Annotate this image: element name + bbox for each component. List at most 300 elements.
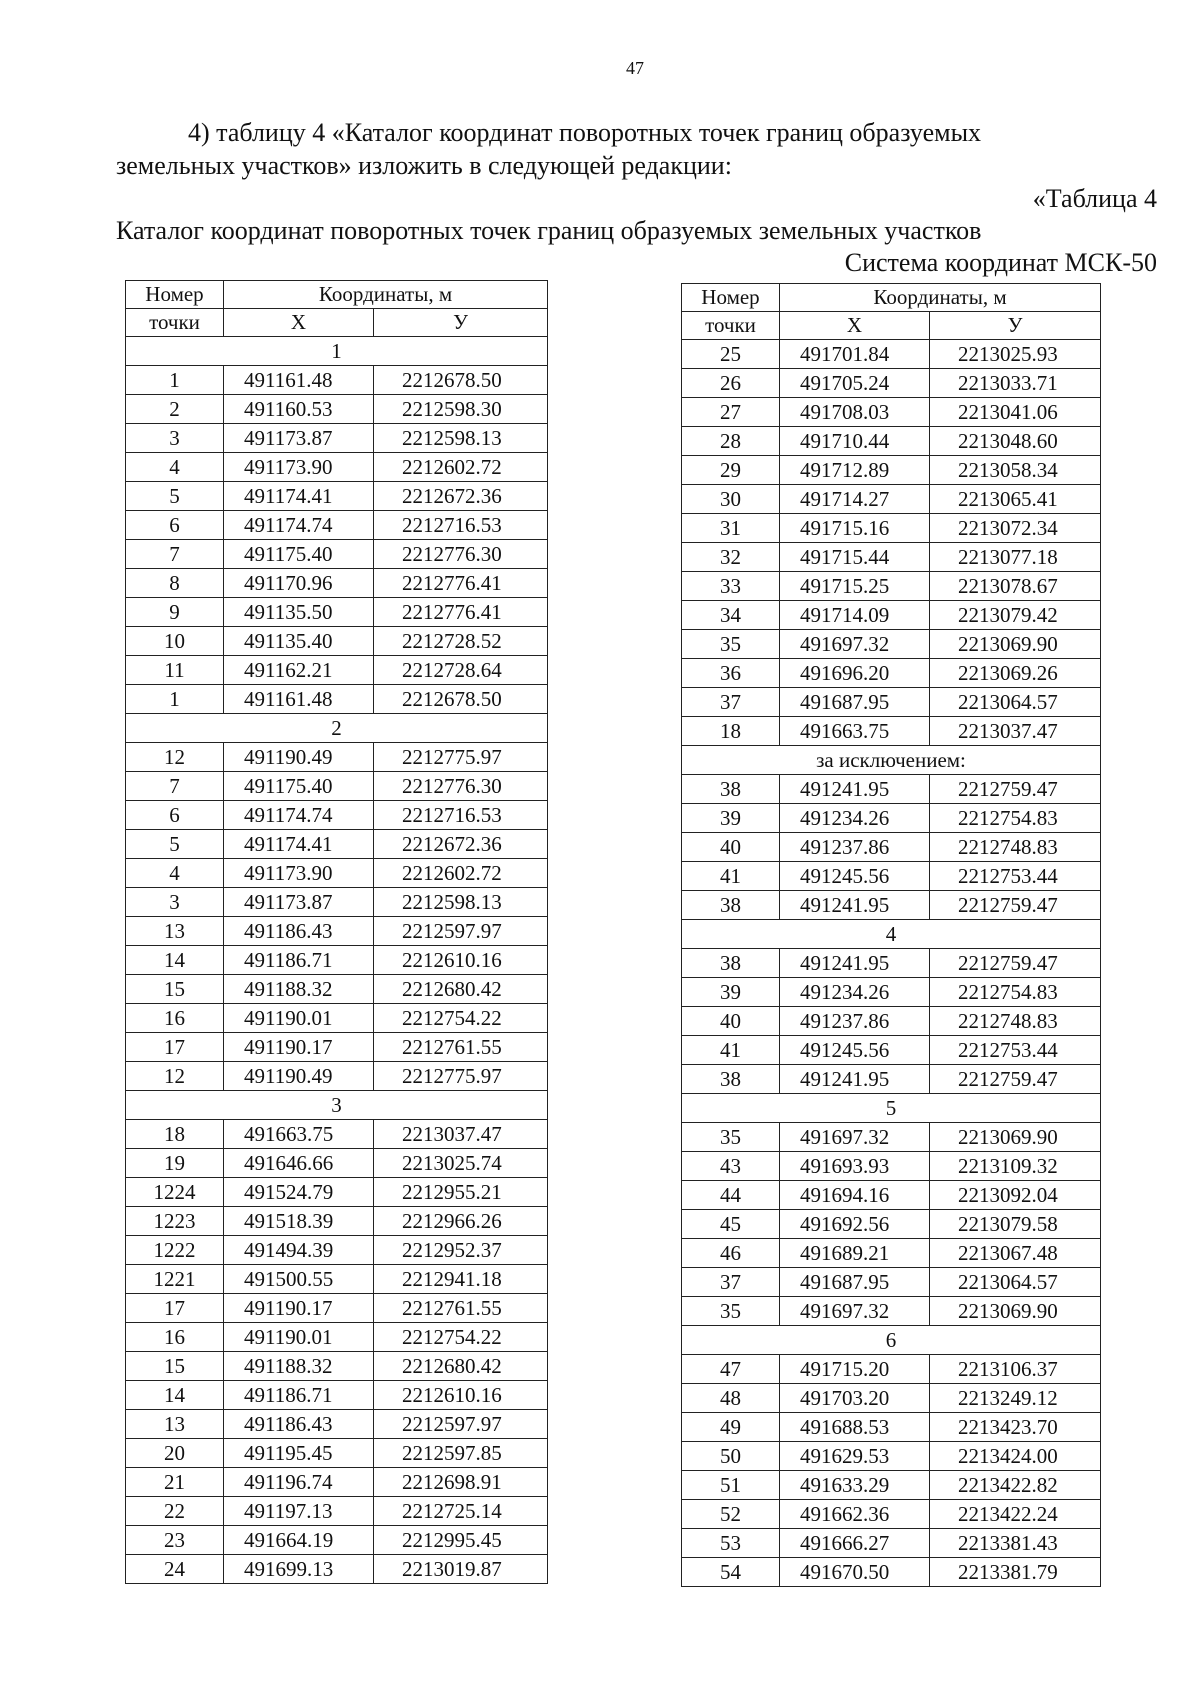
table-title: Каталог координат поворотных точек границ образуемых земельных участков	[116, 216, 982, 245]
y-coordinate-cell: 2212753.44	[930, 862, 1101, 891]
table-row	[682, 1210, 1101, 1239]
y-coordinate-cell: 2213422.82	[930, 1471, 1101, 1500]
y-coordinate-cell: 2213069.90	[930, 1123, 1101, 1152]
section-row	[682, 746, 1101, 775]
point-number-cell: 36	[682, 659, 780, 688]
table-row	[682, 978, 1101, 1007]
table-row	[682, 688, 1101, 717]
y-coordinate-cell: 2213025.74	[374, 1149, 548, 1178]
table-row	[126, 656, 548, 685]
y-coordinate-cell: 2213041.06	[930, 398, 1101, 427]
y-coordinate-cell: 2213069.26	[930, 659, 1101, 688]
table-row	[126, 627, 548, 656]
point-number-cell: 7	[126, 540, 224, 569]
table-header-row	[126, 281, 548, 309]
x-coordinate-cell: 491692.56	[780, 1210, 930, 1239]
x-coordinate-cell: 491663.75	[224, 1120, 374, 1149]
y-coordinate-cell: 2212775.97	[374, 1062, 548, 1091]
x-coordinate-cell: 491663.75	[780, 717, 930, 746]
y-coordinate-cell: 2213033.71	[930, 369, 1101, 398]
x-column-header: X	[780, 312, 930, 340]
table-row	[126, 1352, 548, 1381]
y-coordinate-cell: 2213381.43	[930, 1529, 1101, 1558]
point-number-cell: 14	[126, 946, 224, 975]
table-row	[126, 598, 548, 627]
section-row	[682, 920, 1101, 949]
y-coordinate-cell: 2213092.04	[930, 1181, 1101, 1210]
x-coordinate-cell: 491518.39	[224, 1207, 374, 1236]
y-column-header: У	[374, 309, 548, 337]
x-coordinate-cell: 491186.71	[224, 1381, 374, 1410]
table-row	[126, 1555, 548, 1584]
y-coordinate-cell: 2212698.91	[374, 1468, 548, 1497]
coordinates-table-right	[681, 283, 1101, 1587]
x-coordinate-cell: 491712.89	[780, 456, 930, 485]
point-number-cell: 5	[126, 482, 224, 511]
table-row	[682, 398, 1101, 427]
y-coordinate-cell: 2212748.83	[930, 1007, 1101, 1036]
section-row	[126, 1091, 548, 1120]
x-coordinate-cell: 491190.49	[224, 1062, 374, 1091]
point-number-cell: 20	[126, 1439, 224, 1468]
x-coordinate-cell: 491173.90	[224, 859, 374, 888]
point-number-cell: 15	[126, 975, 224, 1004]
point-number-cell: 38	[682, 891, 780, 920]
x-coordinate-cell: 491190.17	[224, 1033, 374, 1062]
x-coordinate-cell: 491714.09	[780, 601, 930, 630]
x-coordinate-cell: 491170.96	[224, 569, 374, 598]
x-coordinate-cell: 491633.29	[780, 1471, 930, 1500]
point-number-cell: 41	[682, 862, 780, 891]
point-number-cell: 17	[126, 1294, 224, 1323]
y-coordinate-cell: 2212754.22	[374, 1004, 548, 1033]
y-coordinate-cell: 2212759.47	[930, 949, 1101, 978]
x-coordinate-cell: 491174.74	[224, 511, 374, 540]
table-row	[682, 804, 1101, 833]
coordinates-header: Координаты, м	[224, 281, 548, 309]
section-row	[126, 714, 548, 743]
point-number-cell: 51	[682, 1471, 780, 1500]
y-coordinate-cell: 2212728.52	[374, 627, 548, 656]
point-number-cell: 15	[126, 1352, 224, 1381]
y-coordinate-cell: 2212597.85	[374, 1439, 548, 1468]
y-coordinate-cell: 2213065.41	[930, 485, 1101, 514]
point-number-cell: 50	[682, 1442, 780, 1471]
table-row	[682, 1297, 1101, 1326]
x-coordinate-cell: 491646.66	[224, 1149, 374, 1178]
table-row	[682, 1007, 1101, 1036]
point-number-header: Номер	[126, 281, 224, 309]
section-label: за исключением:	[682, 746, 1101, 775]
y-coordinate-cell: 2213422.24	[930, 1500, 1101, 1529]
x-coordinate-cell: 491705.24	[780, 369, 930, 398]
table-row	[126, 743, 548, 772]
table-row	[126, 1526, 548, 1555]
y-coordinate-cell: 2212598.13	[374, 424, 548, 453]
table-row	[126, 1149, 548, 1178]
x-coordinate-cell: 491714.27	[780, 485, 930, 514]
table-row	[126, 685, 548, 714]
point-number-cell: 3	[126, 424, 224, 453]
table-row	[126, 1120, 548, 1149]
y-coordinate-cell: 2212728.64	[374, 656, 548, 685]
y-coordinate-cell: 2213424.00	[930, 1442, 1101, 1471]
y-coordinate-cell: 2213048.60	[930, 427, 1101, 456]
y-coordinate-cell: 2212754.83	[930, 804, 1101, 833]
x-coordinate-cell: 491190.01	[224, 1004, 374, 1033]
y-coordinate-cell: 2212716.53	[374, 801, 548, 830]
x-coordinate-cell: 491696.20	[780, 659, 930, 688]
x-coordinate-cell: 491694.16	[780, 1181, 930, 1210]
point-number-cell: 24	[126, 1555, 224, 1584]
intro-line-2: земельных участков» изложить в следующей редакции:	[116, 151, 732, 180]
coordinates-header: Координаты, м	[780, 284, 1101, 312]
table-row	[682, 1181, 1101, 1210]
point-number-header-2: точки	[682, 312, 780, 340]
point-number-header: Номер	[682, 284, 780, 312]
y-coordinate-cell: 2213072.34	[930, 514, 1101, 543]
x-coordinate-cell: 491175.40	[224, 772, 374, 801]
x-coordinate-cell: 491196.74	[224, 1468, 374, 1497]
table-row	[126, 1439, 548, 1468]
x-coordinate-cell: 491664.19	[224, 1526, 374, 1555]
table-row	[682, 1065, 1101, 1094]
y-coordinate-cell: 2212966.26	[374, 1207, 548, 1236]
point-number-cell: 1223	[126, 1207, 224, 1236]
point-number-cell: 30	[682, 485, 780, 514]
table-row	[682, 601, 1101, 630]
table-row	[126, 888, 548, 917]
y-coordinate-cell: 2212995.45	[374, 1526, 548, 1555]
x-coordinate-cell: 491708.03	[780, 398, 930, 427]
x-coordinate-cell: 491494.39	[224, 1236, 374, 1265]
table-row	[682, 949, 1101, 978]
x-coordinate-cell: 491697.32	[780, 630, 930, 659]
section-label: 4	[682, 920, 1101, 949]
x-coordinate-cell: 491160.53	[224, 395, 374, 424]
table-row	[126, 1178, 548, 1207]
x-coordinate-cell: 491715.16	[780, 514, 930, 543]
x-coordinate-cell: 491190.01	[224, 1323, 374, 1352]
y-coordinate-cell: 2212941.18	[374, 1265, 548, 1294]
point-number-cell: 28	[682, 427, 780, 456]
point-number-cell: 37	[682, 688, 780, 717]
point-number-cell: 8	[126, 569, 224, 598]
x-coordinate-cell: 491699.13	[224, 1555, 374, 1584]
table-row	[682, 543, 1101, 572]
x-coordinate-cell: 491245.56	[780, 1036, 930, 1065]
x-coordinate-cell: 491701.84	[780, 340, 930, 369]
x-coordinate-cell: 491241.95	[780, 949, 930, 978]
table-row	[682, 775, 1101, 804]
table-row	[126, 1236, 548, 1265]
point-number-cell: 14	[126, 1381, 224, 1410]
point-number-cell: 48	[682, 1384, 780, 1413]
section-label: 2	[126, 714, 548, 743]
y-coordinate-cell: 2212761.55	[374, 1033, 548, 1062]
table-row	[126, 1497, 548, 1526]
point-number-cell: 45	[682, 1210, 780, 1239]
y-coordinate-cell: 2212759.47	[930, 1065, 1101, 1094]
section-label: 6	[682, 1326, 1101, 1355]
x-coordinate-cell: 491693.93	[780, 1152, 930, 1181]
table-row	[682, 1123, 1101, 1152]
y-coordinate-cell: 2212748.83	[930, 833, 1101, 862]
table-row	[682, 572, 1101, 601]
point-number-cell: 1221	[126, 1265, 224, 1294]
x-coordinate-cell: 491241.95	[780, 891, 930, 920]
y-coordinate-cell: 2213064.57	[930, 1268, 1101, 1297]
x-coordinate-cell: 491234.26	[780, 804, 930, 833]
table-row	[682, 1413, 1101, 1442]
x-coordinate-cell: 491629.53	[780, 1442, 930, 1471]
table-row	[682, 1268, 1101, 1297]
y-coordinate-cell: 2212597.97	[374, 917, 548, 946]
point-number-cell: 11	[126, 656, 224, 685]
table-row	[126, 366, 548, 395]
coordinates-table-left	[125, 280, 548, 1584]
table-row	[126, 801, 548, 830]
table-subheader-row	[126, 309, 548, 337]
table-row	[682, 862, 1101, 891]
point-number-cell: 23	[126, 1526, 224, 1555]
point-number-cell: 10	[126, 627, 224, 656]
point-number-cell: 38	[682, 1065, 780, 1094]
point-number-cell: 12	[126, 1062, 224, 1091]
table-row	[682, 659, 1101, 688]
point-number-cell: 46	[682, 1239, 780, 1268]
table-header-row	[682, 284, 1101, 312]
y-coordinate-cell: 2213069.90	[930, 1297, 1101, 1326]
y-coordinate-cell: 2213064.57	[930, 688, 1101, 717]
point-number-cell: 37	[682, 1268, 780, 1297]
x-coordinate-cell: 491500.55	[224, 1265, 374, 1294]
table-row	[682, 485, 1101, 514]
y-coordinate-cell: 2212759.47	[930, 775, 1101, 804]
x-coordinate-cell: 491188.32	[224, 1352, 374, 1381]
y-coordinate-cell: 2212776.41	[374, 598, 548, 627]
point-number-cell: 32	[682, 543, 780, 572]
coordinate-system-label: Система координат МСК-50	[844, 248, 1157, 277]
point-number-cell: 1224	[126, 1178, 224, 1207]
point-number-cell: 27	[682, 398, 780, 427]
point-number-cell: 1222	[126, 1236, 224, 1265]
y-coordinate-cell: 2213077.18	[930, 543, 1101, 572]
point-number-cell: 47	[682, 1355, 780, 1384]
point-number-cell: 38	[682, 775, 780, 804]
point-number-header-2: точки	[126, 309, 224, 337]
table-row	[126, 830, 548, 859]
table-row	[682, 1152, 1101, 1181]
table-row	[126, 859, 548, 888]
table-row	[126, 395, 548, 424]
table-row	[126, 453, 548, 482]
x-coordinate-cell: 491197.13	[224, 1497, 374, 1526]
y-coordinate-cell: 2213069.90	[930, 630, 1101, 659]
table-row	[682, 369, 1101, 398]
page-number: 47	[626, 58, 644, 78]
point-number-cell: 6	[126, 511, 224, 540]
y-coordinate-cell: 2213037.47	[374, 1120, 548, 1149]
y-coordinate-cell: 2212597.97	[374, 1410, 548, 1439]
y-coordinate-cell: 2213079.42	[930, 601, 1101, 630]
y-coordinate-cell: 2212754.22	[374, 1323, 548, 1352]
right-table-body	[682, 284, 1101, 1587]
x-coordinate-cell: 491161.48	[224, 685, 374, 714]
table-row	[126, 1381, 548, 1410]
x-coordinate-cell: 491174.41	[224, 482, 374, 511]
x-coordinate-cell: 491234.26	[780, 978, 930, 1007]
table-row	[682, 1442, 1101, 1471]
y-coordinate-cell: 2213019.87	[374, 1555, 548, 1584]
table-row	[126, 1265, 548, 1294]
y-coordinate-cell: 2213037.47	[930, 717, 1101, 746]
point-number-cell: 1	[126, 685, 224, 714]
point-number-cell: 49	[682, 1413, 780, 1442]
x-coordinate-cell: 491162.21	[224, 656, 374, 685]
y-coordinate-cell: 2213381.79	[930, 1558, 1101, 1587]
y-coordinate-cell: 2213249.12	[930, 1384, 1101, 1413]
point-number-cell: 40	[682, 833, 780, 862]
y-coordinate-cell: 2212761.55	[374, 1294, 548, 1323]
point-number-cell: 12	[126, 743, 224, 772]
point-number-cell: 26	[682, 369, 780, 398]
table-row	[126, 1207, 548, 1236]
table-row	[126, 1410, 548, 1439]
x-coordinate-cell: 491186.43	[224, 1410, 374, 1439]
y-coordinate-cell: 2212776.41	[374, 569, 548, 598]
x-coordinate-cell: 491241.95	[780, 1065, 930, 1094]
point-number-cell: 43	[682, 1152, 780, 1181]
section-label: 5	[682, 1094, 1101, 1123]
x-coordinate-cell: 491245.56	[780, 862, 930, 891]
point-number-cell: 4	[126, 453, 224, 482]
point-number-cell: 35	[682, 630, 780, 659]
x-coordinate-cell: 491715.25	[780, 572, 930, 601]
table-row	[682, 1500, 1101, 1529]
point-number-cell: 13	[126, 1410, 224, 1439]
y-coordinate-cell: 2212952.37	[374, 1236, 548, 1265]
point-number-cell: 52	[682, 1500, 780, 1529]
table-row	[126, 540, 548, 569]
y-coordinate-cell: 2212678.50	[374, 366, 548, 395]
x-coordinate-cell: 491174.41	[224, 830, 374, 859]
y-coordinate-cell: 2213106.37	[930, 1355, 1101, 1384]
y-coordinate-cell: 2212955.21	[374, 1178, 548, 1207]
x-coordinate-cell: 491703.20	[780, 1384, 930, 1413]
point-number-cell: 54	[682, 1558, 780, 1587]
table-row	[126, 772, 548, 801]
y-coordinate-cell: 2212759.47	[930, 891, 1101, 920]
x-coordinate-cell: 491715.44	[780, 543, 930, 572]
point-number-cell: 9	[126, 598, 224, 627]
point-number-cell: 4	[126, 859, 224, 888]
y-coordinate-cell: 2212602.72	[374, 453, 548, 482]
x-coordinate-cell: 491237.86	[780, 1007, 930, 1036]
x-coordinate-cell: 491186.71	[224, 946, 374, 975]
y-coordinate-cell: 2212716.53	[374, 511, 548, 540]
x-coordinate-cell: 491670.50	[780, 1558, 930, 1587]
x-coordinate-cell: 491173.87	[224, 424, 374, 453]
y-coordinate-cell: 2212602.72	[374, 859, 548, 888]
table-row	[682, 1036, 1101, 1065]
point-number-cell: 31	[682, 514, 780, 543]
table-row	[682, 891, 1101, 920]
left-table-body	[126, 281, 548, 1584]
table-row	[682, 1471, 1101, 1500]
table-row	[126, 1468, 548, 1497]
point-number-cell: 13	[126, 917, 224, 946]
y-coordinate-cell: 2212754.83	[930, 978, 1101, 1007]
section-label: 3	[126, 1091, 548, 1120]
y-column-header: У	[930, 312, 1101, 340]
y-coordinate-cell: 2212680.42	[374, 975, 548, 1004]
table-row	[126, 1294, 548, 1323]
table-row	[682, 514, 1101, 543]
x-coordinate-cell: 491190.17	[224, 1294, 374, 1323]
point-number-cell: 38	[682, 949, 780, 978]
table-row	[682, 1239, 1101, 1268]
x-coordinate-cell: 491687.95	[780, 1268, 930, 1297]
table-row	[682, 1529, 1101, 1558]
x-coordinate-cell: 491697.32	[780, 1297, 930, 1326]
x-coordinate-cell: 491524.79	[224, 1178, 374, 1207]
x-coordinate-cell: 491687.95	[780, 688, 930, 717]
y-coordinate-cell: 2212680.42	[374, 1352, 548, 1381]
y-coordinate-cell: 2212753.44	[930, 1036, 1101, 1065]
table-row	[126, 975, 548, 1004]
y-coordinate-cell: 2212725.14	[374, 1497, 548, 1526]
x-coordinate-cell: 491662.36	[780, 1500, 930, 1529]
table-row	[682, 717, 1101, 746]
table-row	[682, 630, 1101, 659]
point-number-cell: 34	[682, 601, 780, 630]
table-row	[682, 340, 1101, 369]
intro-line-1: 4) таблицу 4 «Каталог координат поворотных точек границ образуемых	[188, 118, 982, 147]
point-number-cell: 29	[682, 456, 780, 485]
table-row	[682, 1355, 1101, 1384]
table-row	[682, 1558, 1101, 1587]
table-row	[126, 482, 548, 511]
point-number-cell: 35	[682, 1297, 780, 1326]
intro-paragraph	[116, 116, 1116, 182]
point-number-cell: 41	[682, 1036, 780, 1065]
point-number-cell: 39	[682, 978, 780, 1007]
table-row	[682, 456, 1101, 485]
x-coordinate-cell: 491710.44	[780, 427, 930, 456]
point-number-cell: 19	[126, 1149, 224, 1178]
y-coordinate-cell: 2212598.13	[374, 888, 548, 917]
x-coordinate-cell: 491188.32	[224, 975, 374, 1004]
table-label: «Таблица 4	[1032, 184, 1157, 213]
y-coordinate-cell: 2213423.70	[930, 1413, 1101, 1442]
table-row	[126, 424, 548, 453]
y-coordinate-cell: 2213078.67	[930, 572, 1101, 601]
point-number-cell: 2	[126, 395, 224, 424]
table-row	[126, 1033, 548, 1062]
table-row	[126, 1004, 548, 1033]
section-label: 1	[126, 337, 548, 366]
section-row	[682, 1094, 1101, 1123]
y-coordinate-cell: 2213067.48	[930, 1239, 1101, 1268]
point-number-cell: 6	[126, 801, 224, 830]
point-number-cell: 18	[682, 717, 780, 746]
y-coordinate-cell: 2212776.30	[374, 540, 548, 569]
x-column-header: X	[224, 309, 374, 337]
y-coordinate-cell: 2213058.34	[930, 456, 1101, 485]
table-row	[126, 917, 548, 946]
y-coordinate-cell: 2212610.16	[374, 1381, 548, 1410]
